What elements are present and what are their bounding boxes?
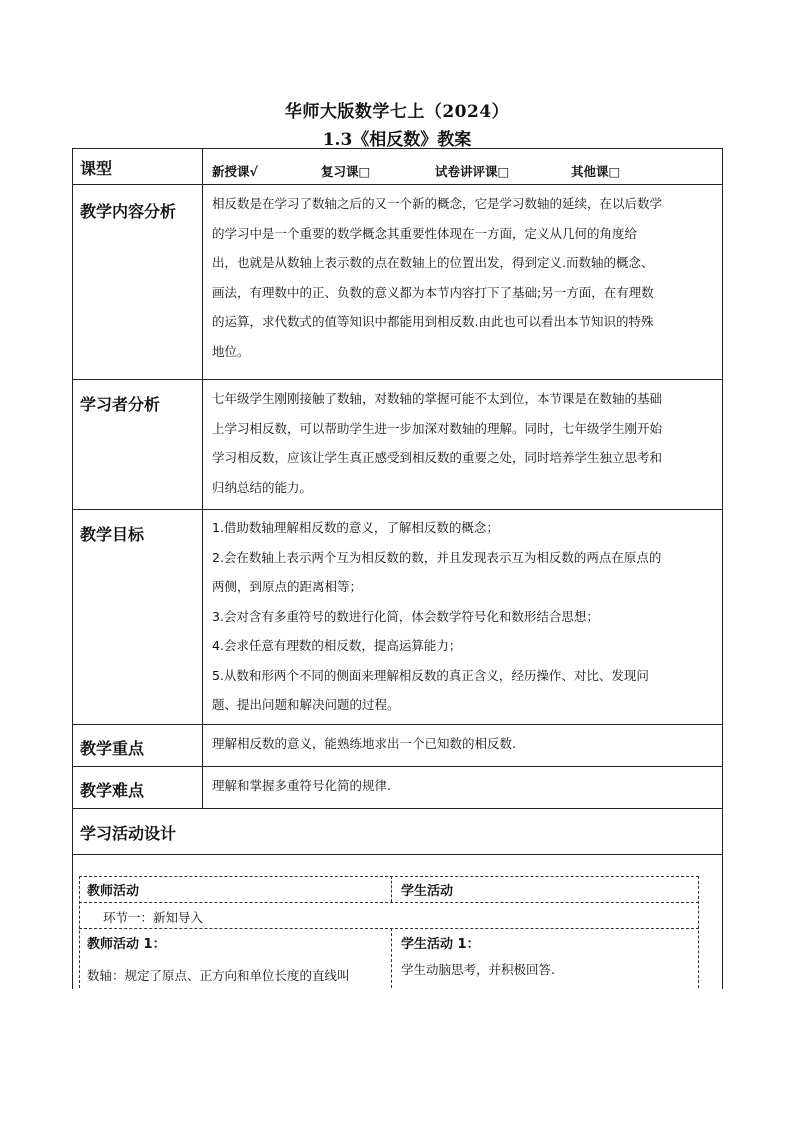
difficulties-row: [73, 767, 722, 809]
student-activity-1-text: 学生动脑思考，并积极回答.: [401, 962, 555, 977]
key-points-label: 教学重点: [73, 725, 203, 766]
dashed-line: [79, 902, 699, 903]
text-line: 3.会对含有多重符号的数进行化简，体会数学符号化和数形结合思想；: [212, 608, 599, 624]
text-line: 上学习相反数，可以帮助学生进一步加深对数轴的理解。同时，七年级学生刚开始: [212, 420, 663, 436]
text-line: 4.会求任意有理数的相反数，提高运算能力；: [212, 638, 462, 653]
objectives-row: [73, 510, 722, 725]
text-line: 理解相反数的意义，能熟练地求出一个已知数的相反数.: [212, 736, 516, 751]
text-line: 的运算，求代数式的值等知识中都能用到相反数.由此也可以看出本节知识的特殊: [212, 314, 654, 329]
text-line: 题、提出问题和解决问题的过程。: [212, 697, 400, 712]
activity-design-row: [73, 809, 722, 855]
document-subtitle: 1.3《相反数》教案: [322, 130, 472, 150]
dashed-line: [391, 876, 392, 902]
teacher-activity-header: 教师活动: [87, 884, 140, 899]
text-line: 2.会在数轴上表示两个互为相反数的数，并且发现表示互为相反数的两点在原点的: [212, 549, 662, 565]
student-activity-1-title: 学生活动 1：: [401, 937, 480, 952]
teacher-activity-1-title: 教师活动 1：: [87, 937, 166, 952]
learner-analysis-text: [204, 384, 722, 502]
objectives-text: [204, 513, 722, 720]
text-line: 七年级学生刚刚接触了数轴，对数轴的掌握可能不太到位，本节课是在数轴的基础: [212, 391, 663, 406]
content-analysis-text: [204, 189, 722, 366]
text-line: 地位。: [212, 343, 250, 359]
activity-table: [79, 876, 699, 988]
dashed-line: [698, 876, 699, 988]
content-analysis-row: [73, 185, 722, 380]
dashed-line: [391, 928, 392, 988]
teacher-activity-1-text: 数轴：规定了原点、正方向和单位长度的直线叫: [87, 968, 350, 983]
dashed-line: [79, 928, 699, 929]
stage-label: 环节一：新知导入: [103, 910, 204, 925]
lesson-type-option-review: 复习课□: [321, 164, 371, 179]
difficulties-text: [204, 771, 722, 801]
learner-analysis-row: [73, 380, 722, 510]
text-line: 画法，有理数中的正、负数的意义都为本节内容打下了基础;另一方面，在有理数: [212, 284, 654, 300]
text-line: 出，也就是从数轴上表示数的点在数轴上的位置出发，得到定义.而数轴的概念、: [212, 255, 654, 270]
student-activity-header: 学生活动: [401, 884, 454, 899]
difficulties-label: 教学难点: [73, 767, 203, 808]
lesson-type-option-exam: 试卷讲评课□: [435, 164, 510, 179]
document-title: 华师大版数学七上（2024）: [284, 102, 510, 122]
text-line: 5.从数和形两个不同的侧面来理解相反数的真正含义，经历操作、对比、发现问: [212, 667, 649, 683]
activity-design-label: 学习活动设计: [80, 824, 177, 843]
key-points-text: [204, 729, 722, 759]
lesson-type-option-other: 其他课□: [571, 164, 621, 179]
text-line: 学习相反数，应该让学生真正感受到相反数的重要之处，同时培养学生独立思考和: [212, 450, 663, 465]
lesson-type-row: [73, 149, 722, 185]
lesson-type-option-new: 新授课√: [212, 164, 258, 179]
text-line: 相反数是在学习了数轴之后的又一个新的概念，它是学习数轴的延续，在以后数学: [212, 196, 663, 211]
lesson-type-label: 课型: [73, 149, 203, 184]
text-line: 两侧，到原点的距离相等；: [212, 579, 363, 594]
lesson-plan-table: [72, 148, 723, 989]
text-line: 归纳总结的能力。: [212, 479, 313, 495]
objectives-label: 教学目标: [73, 510, 203, 724]
text-line: 理解和掌握多重符号化简的规律.: [212, 778, 391, 793]
key-points-row: [73, 725, 722, 767]
learner-analysis-label: 学习者分析: [73, 380, 203, 509]
dashed-line: [79, 876, 699, 877]
text-line: 1.借助数轴理解相反数的意义，了解相反数的概念；: [212, 520, 499, 535]
lesson-type-options: [204, 149, 722, 184]
dashed-line: [79, 876, 80, 988]
text-line: 的学习中是一个重要的数学概念其重要性体现在一方面，定义从几何的角度给: [212, 225, 638, 241]
content-analysis-label: 教学内容分析: [73, 185, 203, 379]
